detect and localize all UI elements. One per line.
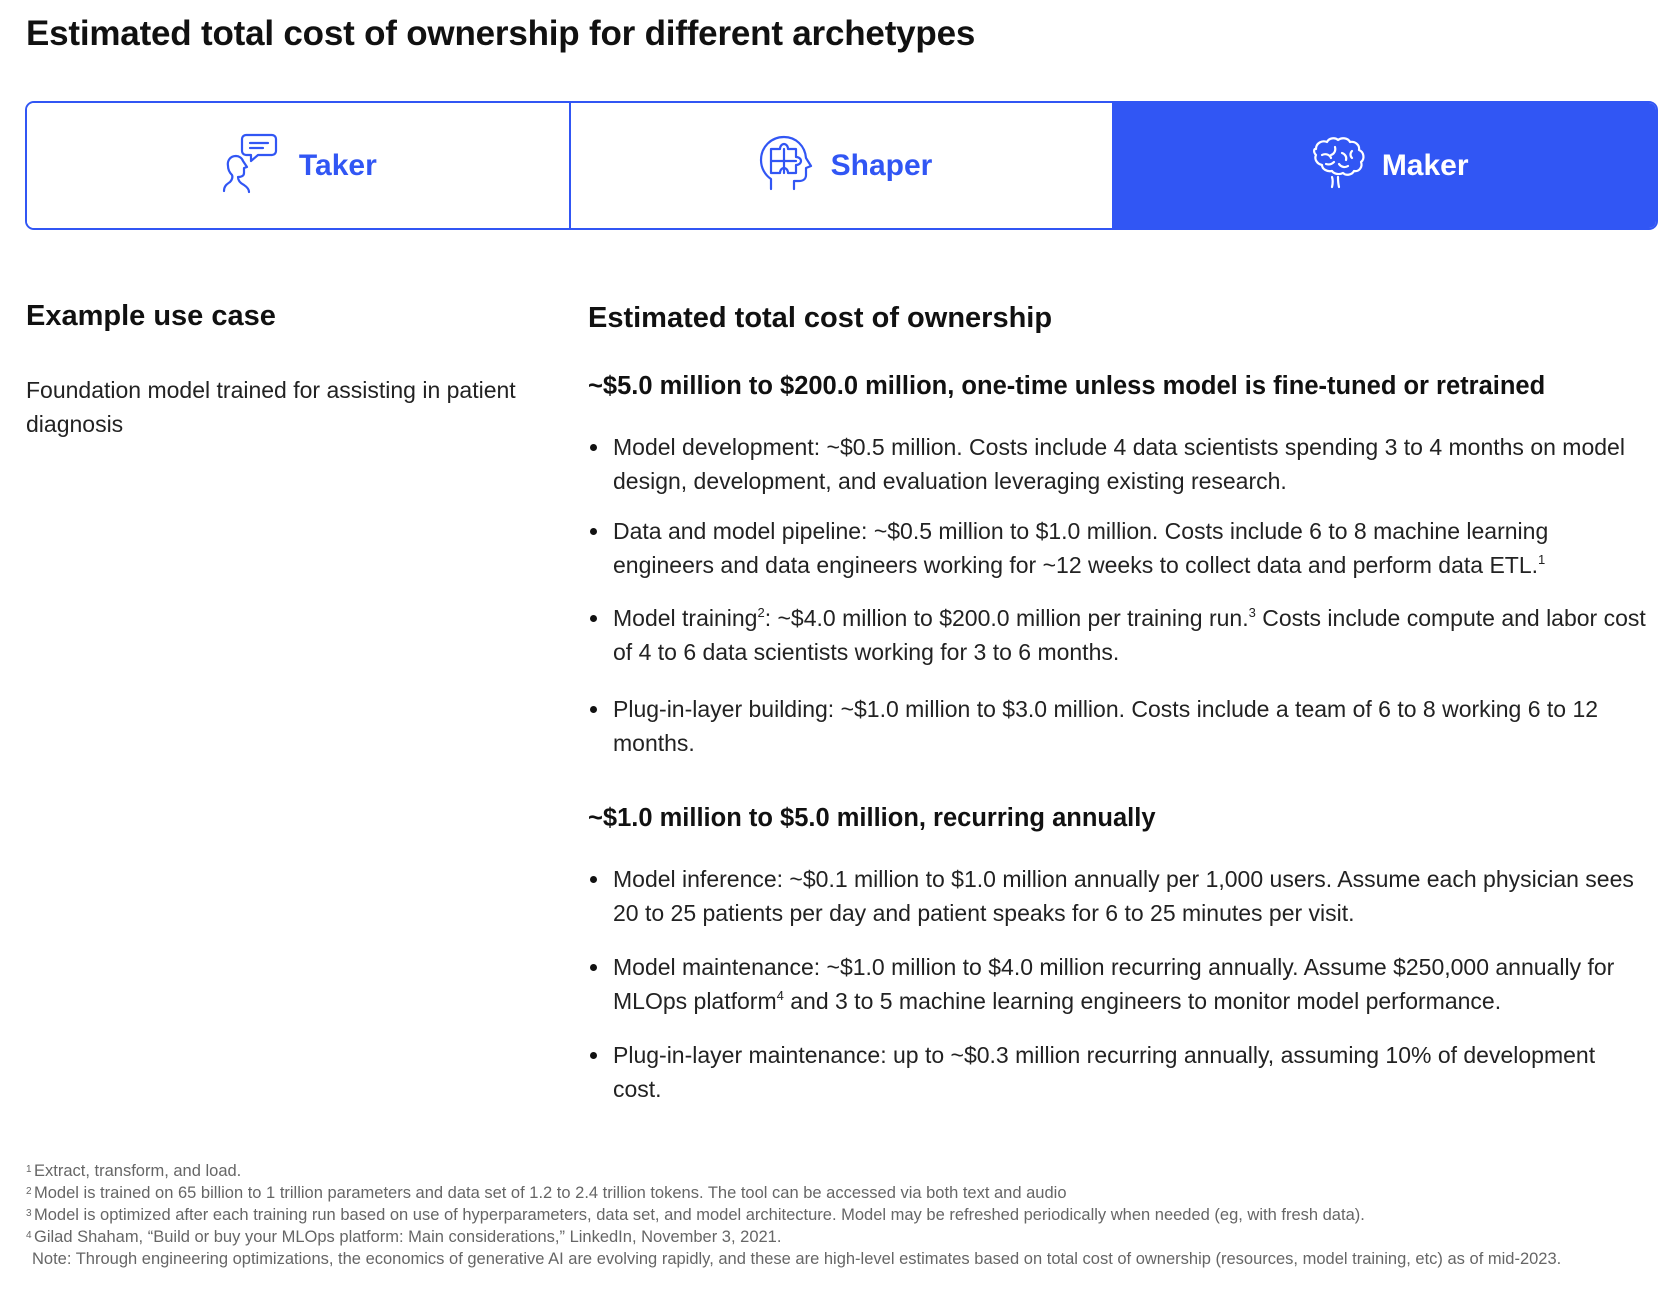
list-item [588,692,1648,760]
page-title: Estimated total cost of ownership for different archetypes [26,14,976,53]
tab-shaper-label: Shaper [830,148,933,182]
tab-shaper[interactable] [569,103,1113,228]
footnote-ref[interactable]: 2 [757,605,765,620]
one-time-cost-heading: ~$5.0 million to $200.0 million, one-time unless model is fine-tuned or retrained [588,372,1546,400]
list-item [588,1038,1648,1106]
footnote-item: 1 Extract, transform, and load. [26,1162,242,1180]
archetype-tabs [25,101,1658,230]
footnote-item: 2 Model is trained on 65 billion to 1 trillion parameters and data set of 1.2 to 2.4 trillion tokens. The tool can be accessed via both text and audio [26,1184,1067,1202]
note-text: Note: Through engineering optimizations, the economics of generative AI are evolving rapidly, and these are high-level estimates based on total cost of ownership (resources, model training, etc) as of mid-2023. [32,1250,1562,1268]
example-use-case-panel [26,300,526,441]
bullet-text: Model maintenance: ~$1.0 million to $4.0 million recurring annually. Assume $250,000 annually for MLOps platform [613,954,1615,1014]
tab-taker-label: Taker [298,148,377,182]
bullet-text: Plug-in-layer building: ~$1.0 million to $3.0 million. Costs include a team of 6 to 8 working 6 to 12 months. [613,696,1599,756]
footnote-item: 4 Gilad Shaham, “Build or buy your MLOps platform: Main considerations,” LinkedIn, November 3, 2021. [26,1228,782,1246]
bullet-text: Plug-in-layer maintenance: up to ~$0.3 million recurring annually, assuming 10% of development cost. [613,1042,1596,1102]
bullet-text: Model inference: ~$0.1 million to $1.0 million annually per 1,000 users. Assume each physician sees 20 to 25 patients per day and patient speaks for 6 to 25 minutes per visit. [613,866,1634,926]
footnote-ref[interactable]: 4 [776,988,784,1003]
recurring-cost-heading: ~$1.0 million to $5.0 million, recurring annually [588,804,1156,832]
list-item [588,862,1648,930]
list-item [588,950,1648,1018]
example-use-case-heading: Example use case [26,300,276,332]
list-item [588,430,1648,498]
speech-bubble-person-icon [219,129,285,203]
footnote-ref[interactable]: 3 [1248,605,1256,620]
bullet-text: : ~$4.0 million to $200.0 million per training run. [764,605,1249,631]
bullet-text: Model development: ~$0.5 million. Costs include 4 data scientists spending 3 to 4 months on model design, development, and evaluation leveraging existing research. [613,434,1625,494]
bullet-text: Costs include compute and labor cost of 4 to 6 data scientists working for 3 to 6 months. [613,605,1646,665]
puzzle-head-icon [751,129,817,203]
list-item [588,601,1648,669]
bullet-text: Model training [613,605,758,631]
brain-icon [1302,129,1368,203]
bullet-text: and 3 to 5 machine learning engineers to monitor model performance. [783,988,1502,1014]
footnote-text: Gilad Shaham, “Build or buy your MLOps platform: Main considerations,” LinkedIn, November 3, 2021. [34,1228,782,1246]
bullet-text: Data and model pipeline: ~$0.5 million to $1.0 million. Costs include 6 to 8 machine learning engineers and data engineers working for ~12 weeks to collect data and perform data ETL. [613,518,1549,578]
footnote-ref[interactable]: 1 [1538,552,1546,567]
footnote-text: Extract, transform, and load. [34,1162,242,1180]
example-use-case-text: Foundation model trained for assisting in patient diagnosis [26,377,516,437]
footnotes [26,1160,1646,1270]
footnote-text: Model is trained on 65 billion to 1 trillion parameters and data set of 1.2 to 2.4 trillion tokens. The tool can be accessed via both text and audio [34,1184,1067,1202]
tab-maker-label: Maker [1381,148,1469,182]
footnote-text: Model is optimized after each training run based on use of hyperparameters, data set, and model architecture. Model may be refreshed periodically when needed (eg, with fresh data). [34,1206,1365,1224]
footnote-item: 3 Model is optimized after each training run based on use of hyperparameters, data set, and model architecture. Model may be refreshed periodically when needed (eg, with fresh data). [26,1206,1365,1224]
list-item [588,514,1648,582]
tab-maker[interactable] [1112,103,1656,228]
cost-of-ownership-heading: Estimated total cost of ownership [588,302,1053,334]
cost-of-ownership-panel [588,302,1648,1102]
tab-taker[interactable] [27,103,569,228]
